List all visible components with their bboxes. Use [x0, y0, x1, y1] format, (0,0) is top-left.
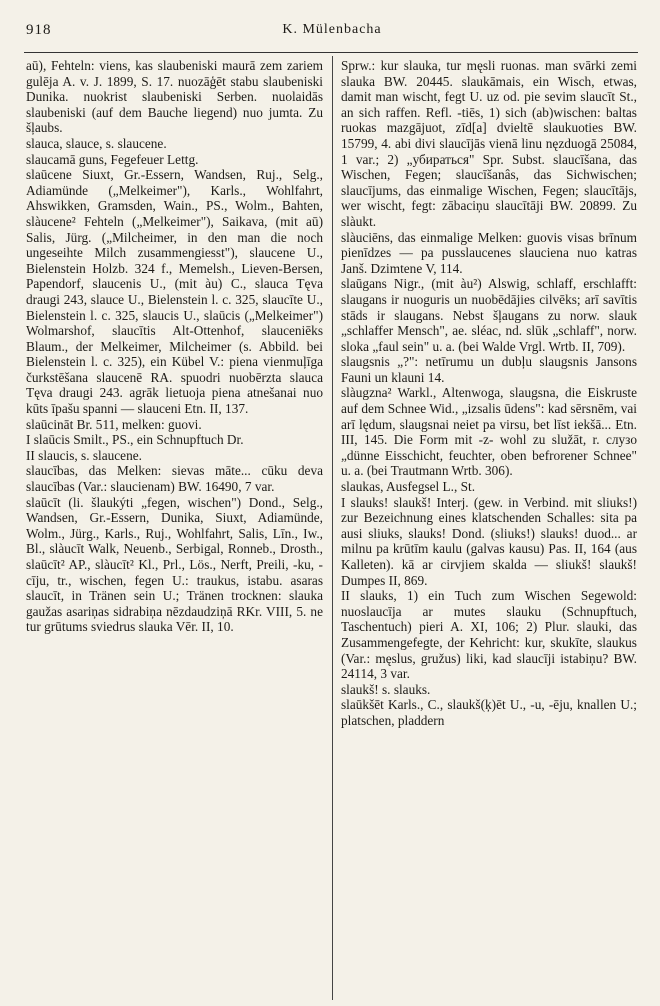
running-head: K. Mülenbacha — [282, 22, 382, 37]
entry-paragraph: slauca, slauce, s. slaucene. — [26, 135, 167, 151]
entry-paragraph: slaūkšēt Karls., C., slaukš(ķ)ēt U., -u, -ēju, knallen U.; platschen, pladdern — [341, 697, 637, 728]
right-column — [341, 58, 637, 998]
entry-paragraph: slaucamā guns, Fegefeuer Lettg. — [26, 151, 199, 167]
entry-paragraph: II slaucis, s. slaucene. — [26, 447, 142, 463]
entry-paragraph: slaugsnis „?": netīrumu un dubļu slaugsnis Jansons Fauni un klauni 14. — [341, 354, 637, 385]
entry-paragraph: slàuciēns, das einmalige Melken: guovis visas brīnum pienīdzes — pa pusslaucenes slauciena nuo katras Janš. Dzimtene V, 114. — [341, 229, 637, 276]
entry-paragraph: slaucības, das Melken: sievas māte... cūku deva slaucības (Var.: slaucienam) BW. 16490, 7 var. — [26, 463, 323, 495]
entry-paragraph: slaūgans Nigr., (mit àu²) Alswig, schlaff, erschlafft: slaugans ir nuoguris un nuobēdājies cilvēks; arī savītis stāds ir slaugans. Nebst šļaugans zu norw. slauk „schlaffer Mensch", ae. sléac, nd. slūk „schlaff", norw. sloka „faul sein" u. a. (bei Walde Vrgl. Wrtb. II, 709). — [341, 276, 637, 354]
entry-paragraph: slaūcene Siuxt, Gr.-Essern, Wandsen, Ruj., Selg., Adiamünde („Melkeimer"), Karls., Wohlfahrt, Ahswikken, Gramsden, Wain., PS., Wolm., Bahten, slàucene² Fehteln („Melkeimer"), Saikava, (mit aū) Salis, Jürg. („Milcheimer, in den man die noch ungeseihte Milch zusammengiesst"), slaucene U., Bielenstein Holzb. 324 f., Memelsh., Lieven-Bersen, Papendorf, slaucenis U., (mit àu) C., slauca Tęva draugi 243, slauce U., Bielenstein l. c. 325, slaucīte U., Bielenstein l. c. 325, slaucis U., slaūcis („Melkeimer") Wolmarshof, slaucītis Alt-Ottenhof, slauceniēks Blaum., der Melkeimer, Milcheimer (s. Abbild. bei Bielenstein l. c. 325), ein Kübel V.: piena vienmuļīga čurkstēšana slaucenē RA. spuodri nuobērzta slauca Tęva draugi 243. agrāk lietuoja piena atnešanai nuo kūts īpašu spanni — slauceni Etn. II, 137. — [26, 167, 323, 417]
entry-paragraph: II slauks, 1) ein Tuch zum Wischen Segewold: nuoslaucīja ar mutes slauku (Schnupftuch, Taschentuch) pieri A. XI, 106; 2) Plur. slauki, das Zusammengefegte, der Kehricht: kur, skukīte, slaukus (Var.: męslus, gružus) liki, kad slaucīji istabiņu? BW. 24114, 3 var. — [341, 588, 637, 682]
column-divider — [332, 56, 333, 1000]
entry-paragraph: slaukas, Ausfegsel L., St. — [341, 479, 476, 495]
left-column — [26, 58, 323, 998]
page-header — [26, 18, 638, 48]
entry-paragraph: slaūcināt Br. 511, melken: guovi. — [26, 416, 202, 432]
entry-paragraph: slaukš! s. slauks. — [341, 681, 431, 697]
entry-paragraph: I slauks! slaukš! Interj. (gew. in Verbind. mit sliuks!) zur Bezeichnung eines klatschenden Schalles: sita pa ausi sliuks, slauks! Dond. (sliuks!) slauks! duod... ar milnu pa krūtīm kaulu (galvas kausu) Pas. II, 164 (aus Kalleten). kā ar cirvjiem skalda — sliukš! slaukš! Dumpes II, 869. — [341, 494, 637, 588]
entry-paragraph: I slaūcis Smilt., PS., ein Schnupftuch Dr. — [26, 432, 244, 448]
entry-paragraph: Sprw.: kur slauka, tur męsli ruonas. man svārki zemi slauka BW. 20445. slaukāmais, ein Wisch, etwas, damit man wischt, fegt U. uz od. pie sevim slaucīt St., an sich raffen. Refl. -tiēs, 1) sich (ab)wischen: baltas ruokas mazgājuot, zīd[a] dvieltē slaukuoties BW. 15799, 4. abi divi slaucījās vienā linu nęzduogā 25084, 1 var.; 2) „убираться" Spr. Subst. slaucīšana, das Wischen, Fegen; slaucīšanâs, das Sichwischen; slaucījums, das einmalige Wischen, Fegen; slaucītājs, wer wischt, fegt: zābaciņu slaucītāji BW. 20899. Zu slàukt. — [341, 58, 637, 229]
entry-paragraph: slaūcīt (li. šlaukýti „fegen, wischen") Dond., Selg., Wandsen, Gr.-Essern, Dunika, Siuxt, Adiamünde, Wolm., Jürg., Karls., Ruj., Wohlfahrt, Salis, Līn., Iw., Bl., slàucīt Walk, Neuenb., Serbigal, Ronneb., Drosth., slaūcīt² AP., slàucīt² Kl., Prl., Lös., Nerft, Preili, -ku, -cīju, tr., wischen, fegen U.: traukus, istabu. asaras slaucīt, in Tränen sein U.; Tränen trocknen: slauka gaužas asariņas sidrabiņa nēzdaudziņā RKr. VIII, 5. ne tur grūtums sviedrus slauka Vēr. II, 10. — [26, 494, 323, 635]
header-rule — [24, 52, 638, 53]
page-number: 918 — [26, 22, 52, 38]
entry-paragraph: aū), Fehteln: viens, kas slaubeniski maurā zem zariem gulēja A. v. J. 1899, S. 17. nuozāģēt stabu slaubeniski Dunika. nuokrist slaubeniski Serben. nuolaidās slaubeniski (auf dem Bauche liegend) nuo jumta. Zu šļaubs. — [26, 58, 323, 136]
entry-paragraph: slàugzna² Warkl., Altenwoga, slaugsna, die Eiskruste auf dem Schnee Wid., „izsalis ūdens": kad sērsnēm, vai arī lędum, slaugsnai neiet pa virsu, bet līst iekšā... Etn. III, 145. Die Form mit -z- wohl zu služāt, r. слузо „dünne Eisschicht, feuchter, oben befrorener Schnee" u. a. (bei Trautmann Wrtb. 306). — [341, 385, 637, 479]
